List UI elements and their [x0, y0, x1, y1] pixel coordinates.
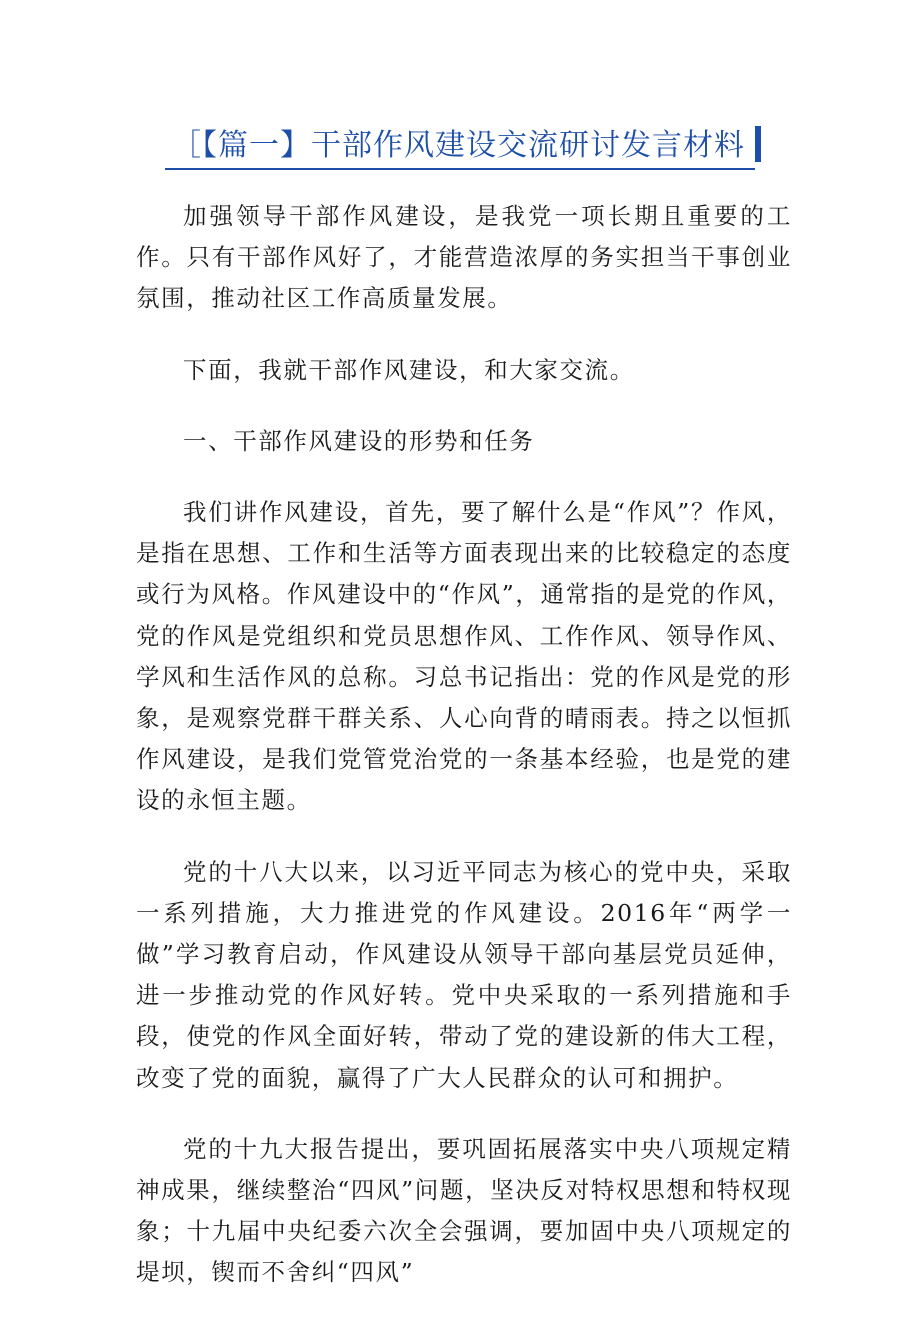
document-body [136, 196, 792, 1324]
document-title-text: ［【篇一】干部作风建设交流研讨发言材料 [171, 128, 745, 163]
section-heading: 一、干部作风建设的形势和任务 [183, 426, 535, 455]
section-paragraph-1: 我们讲作风建设，首先，要了解什么是“作风”？作风，是指在思想、工作和生活等方面表现出来的比较稳定的态度或行为风格。作风建设中的“作风”，通常指的是党的作风，党的作风是党组织和党员思想作风、工作作风、领导作风、学风和生活作风的总称。习总书记指出：党的作风是党的形象，是观察党群干群关系、人心向背的晴雨表。持之以恒抓作风建设，是我们党管党治党的一条基本经验，也是党的建设的永恒主题。 [136, 498, 792, 815]
intro-paragraph-2: 下面，我就干部作风建设，和大家交流。 [183, 355, 635, 384]
section-paragraph-2: 党的十八大以来，以习近平同志为核心的党中央，采取一系列措施，大力推进党的作风建设。2016年“两学一做”学习教育启动，作风建设从领导干部向基层党员延伸，进一步推动党的作风好转。党中央采取的一系列措施和手段，使党的作风全面好转，带动了党的建设新的伟大工程，改变了党的面貌，赢得了广大人民群众的认可和拥护。 [136, 857, 792, 1092]
title-block [0, 124, 920, 170]
intro-paragraph: 加强领导干部作风建设，是我党一项长期且重要的工作。只有干部作风好了，才能营造浓厚的务实担当干事创业氛围，推动社区工作高质量发展。 [136, 202, 792, 313]
title-end-bar [755, 126, 761, 162]
section-paragraph-3: 党的十九大报告提出，要巩固拓展落实中央八项规定精神成果，继续整治“四风”问题，坚决反对特权思想和特权现象；十九届中央纪委六次全会强调，要加固中央八项规定的堤坝，锲而不舍纠“四风” [136, 1134, 792, 1287]
document-title [165, 124, 755, 170]
